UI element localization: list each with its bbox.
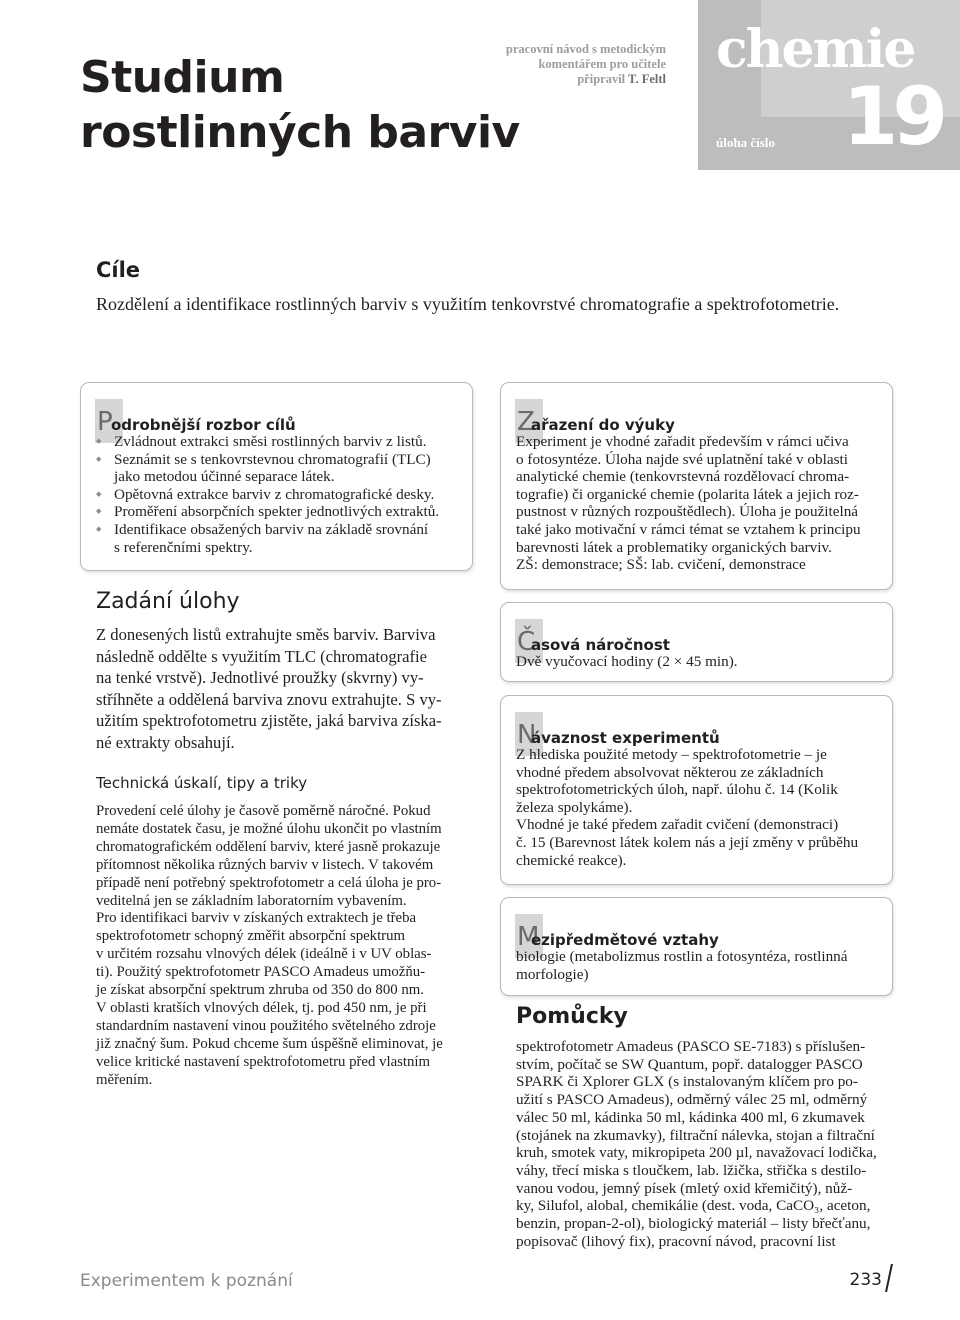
detailed-goals-initial: P xyxy=(95,399,123,443)
text-line: č. 15 (Barevnost látek kolem nás a její změny v průběhu xyxy=(516,833,859,851)
text-line: stříhněte a oddělená barviva znovu extrahujte. S vy- xyxy=(96,689,442,709)
tips-heading: Technická úskalí, tipy a triky xyxy=(96,774,308,792)
credit-author: T. Feltl xyxy=(628,72,666,86)
text-line: užití s PASCO Amadeus), odměrný válec 25 ml, odměrný xyxy=(516,1091,868,1109)
goal-item-text: s referenčními spektry. xyxy=(114,538,253,556)
curriculum-label: ařazení do výuky xyxy=(531,416,675,434)
text-line: Z donesených listů extrahujte směs barviv. Barviva xyxy=(96,625,436,644)
text-line: benzin, propan-2-ol), biologický materiál – listy břečťanu, xyxy=(516,1215,871,1233)
related-experiments-label: ávaznost experimentů xyxy=(531,729,720,747)
footer-separator xyxy=(885,1264,893,1292)
text-line: Provedení celé úlohy je časově poměrně náročné. Pokud xyxy=(96,803,431,819)
subject-name: chemie xyxy=(716,19,915,80)
text-line: ZŠ: demonstrace; SŠ: lab. cvičení, demonstrace xyxy=(516,556,806,574)
text-line: spektrofotometrických úloh, např. úlohu č. 14 (Kolik xyxy=(516,781,838,799)
text-line: o fotosyntéze. Úloha najde své uplatnění také v oblasti xyxy=(516,450,848,468)
text-line: barevnosti látek a problematiky organických barviv. xyxy=(516,538,832,556)
subject-badge xyxy=(698,0,960,170)
equipment-text xyxy=(516,1038,877,1250)
detailed-goals-label: odrobnější rozbor cílů xyxy=(111,416,296,434)
text-line: popisovač (lihový fix), pracovní návod, pracovní list xyxy=(516,1232,836,1250)
goal-item xyxy=(96,486,460,504)
goal-item-text: jako metodou účinné separace látek. xyxy=(114,468,335,486)
goal-item-text: ◆ Seznámit se s tenkovrstevnou chromatografií (TLC) xyxy=(114,450,431,468)
text-line: chromatografickém oddělení barviv, které jasně prokazuje xyxy=(96,838,441,855)
related-experiments-initial: N xyxy=(515,712,543,756)
text-line: morfologie) xyxy=(516,965,589,983)
task-label: úloha číslo xyxy=(716,135,775,150)
text-line: stvím, počítač se SW Quantum, popř. datalogger PASCO xyxy=(516,1055,863,1073)
text-line: také jako motivační v rámci témat se vztahem k principu xyxy=(516,520,861,538)
text-line: již značný šum. Pokud chceme šum úspěšně eliminovat, je xyxy=(96,1035,443,1052)
goal-item-text: Proměření absorpčních spekter jednotlivých extraktů. xyxy=(114,503,440,521)
assignment-text xyxy=(96,624,442,754)
text-line: veditelná jen se základním laboratorním vybavením. xyxy=(96,892,407,909)
time-required-box xyxy=(500,602,893,682)
curriculum-box xyxy=(500,382,893,590)
credit-note xyxy=(460,42,666,87)
text-line: případě není potřebný spektrofotometr a celá úloha je pro- xyxy=(96,874,442,891)
text-line: biologie (metabolizmus rostlin a fotosyntéza, rostlinná xyxy=(516,948,848,965)
text-line: ti). Použitý spektrofotometr PASCO Amadeus umožňu- xyxy=(96,964,426,981)
text-line: Vhodné je také předem zařadit cvičení (demonstraci) xyxy=(516,816,839,834)
cross-curricular-text xyxy=(516,948,880,983)
text-line: následně oddělte s využitím TLC (chromatografie xyxy=(96,646,428,666)
text-line: analytické chemie (tenkovrstevná rozdělovací chroma- xyxy=(516,468,850,486)
text-line: V oblasti kratších vlnových délek, tj. pod 450 nm, je při xyxy=(96,999,427,1016)
text-line: na tenké vrstvě). Jednotlivé proužky (skvrny) vy- xyxy=(96,668,424,688)
text-line: užitím spektrofotometru zjistěte, jaká barviva získa- xyxy=(96,711,442,731)
detailed-goals-list xyxy=(96,433,460,556)
related-experiments-box xyxy=(500,695,893,885)
goals-heading: Cíle xyxy=(96,258,141,282)
curriculum-initial: Z xyxy=(515,399,543,443)
credit-line-1: pracovní návod s metodickým xyxy=(505,42,666,56)
text-line: chemické reakce). xyxy=(516,851,627,869)
text-line: standardním nastavení vinou použitého světelného zdroje xyxy=(96,1017,436,1034)
credit-line-3 xyxy=(460,72,666,87)
time-required-label: asová náročnost xyxy=(531,636,670,654)
page-number: 233 xyxy=(849,1270,882,1290)
assignment-heading: Zadání úlohy xyxy=(96,589,240,614)
text-line: né extrakty obsahují. xyxy=(96,732,235,752)
goal-item xyxy=(96,451,460,486)
time-required-initial: Č xyxy=(515,619,543,663)
text-line: je získat absorpční spektrum zhruba od 350 do 800 nm. xyxy=(96,982,424,999)
tips-text xyxy=(96,803,443,1090)
footer-series-title: Experimentem k poznání xyxy=(80,1271,293,1291)
goal-item-text: Opětovná extrakce barviv z chromatografické desky. xyxy=(114,485,435,503)
cross-curricular-box xyxy=(500,897,893,996)
goal-item xyxy=(96,503,460,521)
goal-item xyxy=(96,521,460,556)
text-line: Z hlediska použité metody – spektrofotometrie – je xyxy=(516,746,827,763)
text-line: (stojánek na zkumavky), filtrační nálevka, stojan a filtrační xyxy=(516,1126,875,1144)
text-line: SPARK či Xplorer GLX (s instalovaným klíčem pro po- xyxy=(516,1073,858,1091)
text-line: Pro identifikaci barviv v získaných extraktech je třeba xyxy=(96,910,417,927)
curriculum-text xyxy=(516,433,880,574)
text-line: železa spolykáme). xyxy=(516,798,633,816)
text-line: měřením. xyxy=(96,1071,153,1088)
text-line: Experiment je vhodné zařadit především v rámci učiva xyxy=(516,433,849,450)
title-line-2: rostlinných barviv xyxy=(80,107,520,158)
equipment-heading: Pomůcky xyxy=(516,1004,628,1029)
text-line: ky, Silufol, alobal, chemikálie (dest. voda, CaCO₃, aceton, xyxy=(516,1197,871,1215)
cross-curricular-initial: M xyxy=(515,914,543,958)
text-line: válec 50 ml, kádinka 50 ml, kádinka 400 ml, 6 zkumavek xyxy=(516,1108,865,1126)
related-experiments-text xyxy=(516,746,880,869)
text-line: spektrofotometr Amadeus (PASCO SE-7183) s příslušen- xyxy=(516,1038,866,1055)
goal-item-text: Zvládnout extrakci směsi rostlinných barviv z listů. xyxy=(114,433,427,450)
cross-curricular-label: ezipředmětové vztahy xyxy=(531,931,719,949)
credit-prepared: připravil xyxy=(577,72,626,86)
goals-text: Rozdělení a identifikace rostlinných barviv s využitím tenkovrstvé chromatografie a spektrofotometrie. xyxy=(96,294,840,314)
credit-line-2: komentářem pro učitele xyxy=(538,57,666,71)
text-line: vhodné předem absolvovat některou ze základních xyxy=(516,763,824,781)
text-line: váhy, třecí miska s tloučkem, lab. lžička, střička s destilo- xyxy=(516,1161,867,1179)
page-title xyxy=(80,50,520,160)
text-line: vanou vodou, jemný písek (mletý oxid křemičitý), nůž- xyxy=(516,1179,853,1197)
goal-item xyxy=(96,433,460,451)
goal-item-text: ◆ Identifikace obsažených barviv na základě srovnání xyxy=(114,520,429,538)
text-line: pustnost v různých rozpouštědlech). Úloha je použitelná xyxy=(516,503,859,521)
text-line: přítomnost několika různých barviv v listech. V takovém xyxy=(96,856,434,873)
detailed-goals-box xyxy=(80,382,473,571)
text-line: velice kritické nastavení spektrofotometru před vlastním xyxy=(96,1053,431,1070)
text-line: tografie) či organické chemie (polarita látek a jejich roz- xyxy=(516,485,859,503)
text-line: spektrofotometr schopný změřit absorpční spektrum xyxy=(96,928,406,945)
text-line: v určitém rozsahu vlnových délek (ideálně i v UV oblas- xyxy=(96,946,432,963)
text-line: nemáte dostatek času, je možné úlohu ukončit po vlastním xyxy=(96,820,442,837)
task-number: 19 xyxy=(842,70,942,163)
time-required-text xyxy=(516,653,880,671)
title-line-1: Studium xyxy=(80,52,285,103)
text-line: kruh, smotek vaty, mikropipeta 200 µl, navažovací lodička, xyxy=(516,1144,877,1162)
text-line: Dvě vyučovací hodiny (2 × 45 min). xyxy=(516,653,738,670)
detailed-goals-body xyxy=(96,433,460,556)
